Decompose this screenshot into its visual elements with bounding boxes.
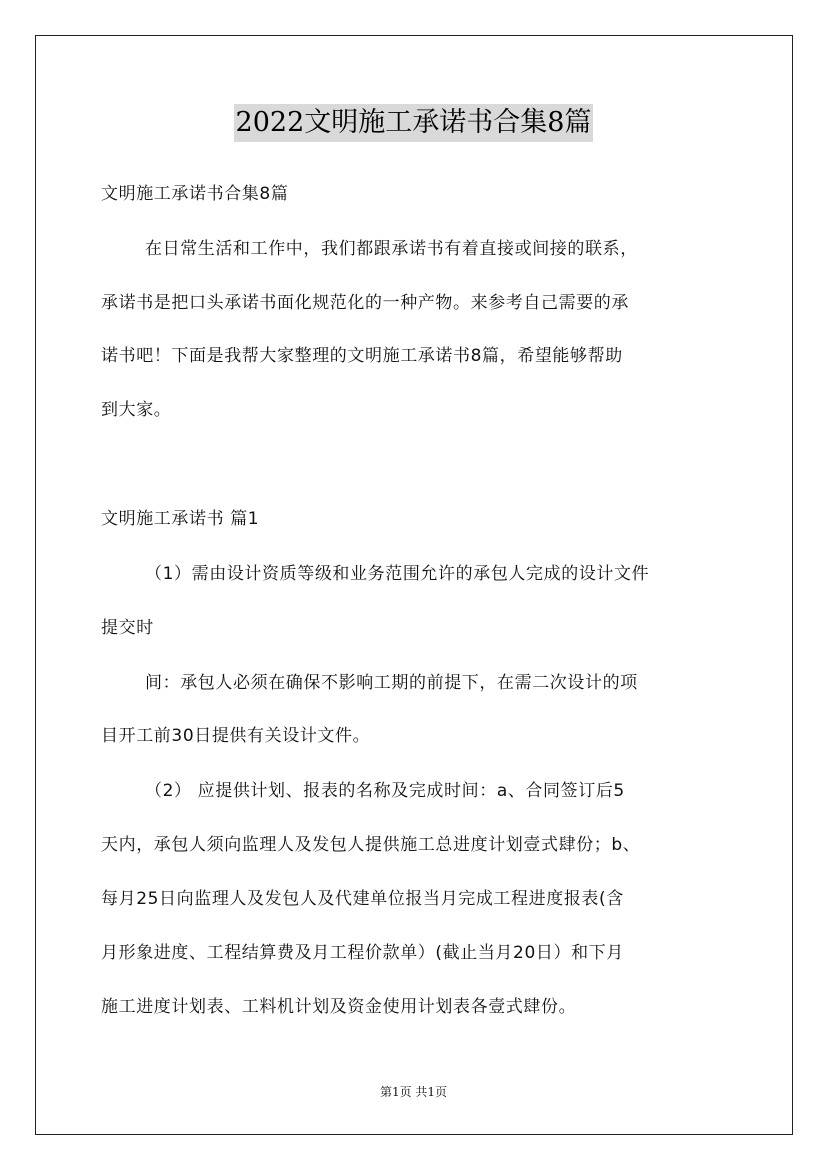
item2-line-1: （2） 应提供计划、报表的名称及完成时间：a、合同签订后5 (145, 781, 625, 801)
intro-line-1: 在日常生活和工作中，我们都跟承诺书有着直接或间接的联系， (145, 239, 638, 259)
item2-line-5: 施工进度计划表、工料机计划及资金使用计划表各壹式肆份。 (101, 997, 577, 1017)
intro-line-2: 承诺书是把口头承诺书面化规范化的一种产物。来参考自己需要的承 (101, 293, 629, 313)
intro-line-4: 到大家。 (101, 400, 172, 420)
subtitle-line: 文明施工承诺书合集8篇 (101, 184, 289, 204)
item1-line-1: （1）需由设计资质等级和业务范围允许的承包人完成的设计文件 (145, 564, 650, 584)
item2-line-3: 每月25日向监理人及发包人及代建单位报当月完成工程进度报表(含 (101, 889, 624, 909)
item1-line-3: 间：承包人必须在确保不影响工期的前提下，在需二次设计的项 (145, 673, 638, 693)
item1-line-4: 目开工前30日提供有关设计文件。 (101, 726, 371, 746)
section-heading: 文明施工承诺书 篇1 (101, 509, 260, 529)
item2-line-2: 天内，承包人须向监理人及发包人提供施工总进度计划壹式肆份；b、 (101, 835, 641, 855)
document-title: 2022文明施工承诺书合集8篇 (234, 104, 594, 142)
intro-line-3: 诺书吧！下面是我帮大家整理的文明施工承诺书8篇，希望能够帮助 (101, 346, 623, 366)
document-title-wrapper (0, 104, 827, 142)
item2-line-4: 月形象进度、工程结算费及月工程价款单）(截止当月20日）和下月 (101, 943, 624, 963)
page-footer: 第1页 共1页 (379, 1085, 448, 1099)
item1-line-2: 提交时 (101, 618, 154, 638)
